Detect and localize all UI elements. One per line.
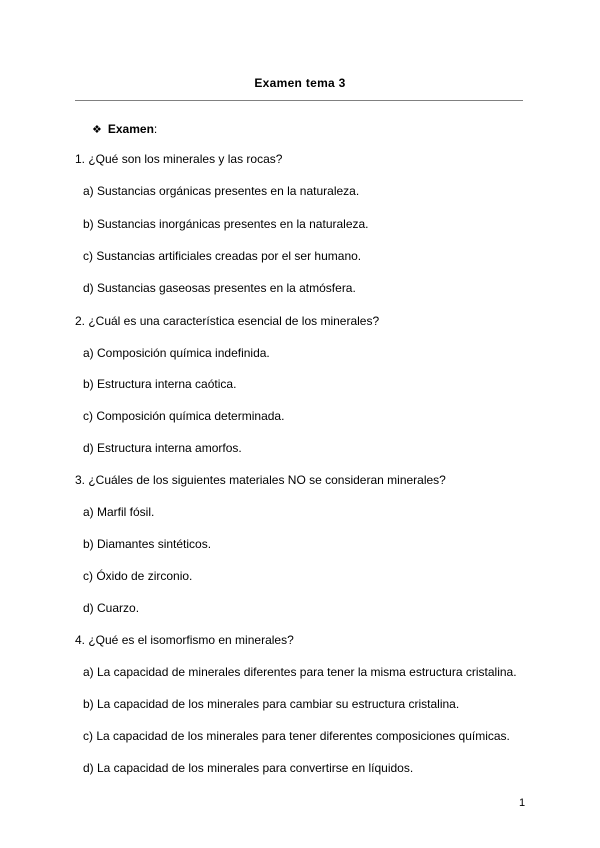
question-1-option-b: b) Sustancias inorgánicas presentes en la naturaleza. bbox=[83, 217, 369, 231]
question-2-option-b: b) Estructura interna caótica. bbox=[83, 377, 237, 391]
question-4-option-d: d) La capacidad de los minerales para convertirse en líquidos. bbox=[83, 761, 414, 775]
question-2-option-d: d) Estructura interna amorfos. bbox=[83, 441, 242, 455]
question-2-option-a: a) Composición química indefinida. bbox=[83, 346, 270, 360]
question-1-option-a: a) Sustancias orgánicas presentes en la naturaleza. bbox=[83, 184, 360, 198]
question-1: 1. ¿Qué son los minerales y las rocas? bbox=[75, 152, 283, 166]
question-1-option-d: d) Sustancias gaseosas presentes en la atmósfera. bbox=[83, 281, 356, 295]
question-3-option-c: c) Óxido de zirconio. bbox=[83, 569, 193, 583]
question-2: 2. ¿Cuál es una característica esencial de los minerales? bbox=[75, 314, 380, 328]
question-4-option-c: c) La capacidad de los minerales para tener diferentes composiciones químicas. bbox=[83, 729, 510, 743]
section-label-colon: : bbox=[153, 122, 158, 136]
question-1-option-c: c) Sustancias artificiales creadas por el ser humano. bbox=[83, 249, 362, 263]
diamond-bullet-icon: ❖ bbox=[92, 124, 102, 136]
section-label: Examen bbox=[107, 122, 154, 136]
question-3-option-d: d) Cuarzo. bbox=[83, 601, 140, 615]
question-3: 3. ¿Cuáles de los siguientes materiales NO se consideran minerales? bbox=[75, 473, 446, 487]
section-heading bbox=[92, 122, 157, 136]
title-divider bbox=[75, 100, 523, 101]
question-4-option-a: a) La capacidad de minerales diferentes para tener la misma estructura cristalina. bbox=[83, 665, 517, 679]
question-3-option-b: b) Diamantes sintéticos. bbox=[83, 537, 212, 551]
page-number: 1 bbox=[519, 797, 526, 809]
document-title: Examen tema 3 bbox=[254, 76, 346, 90]
question-3-option-a: a) Marfil fósil. bbox=[83, 505, 155, 519]
question-2-option-c: c) Composición química determinada. bbox=[83, 409, 285, 423]
question-4-option-b: b) La capacidad de los minerales para cambiar su estructura cristalina. bbox=[83, 697, 460, 711]
question-4: 4. ¿Qué es el isomorfismo en minerales? bbox=[75, 633, 294, 647]
